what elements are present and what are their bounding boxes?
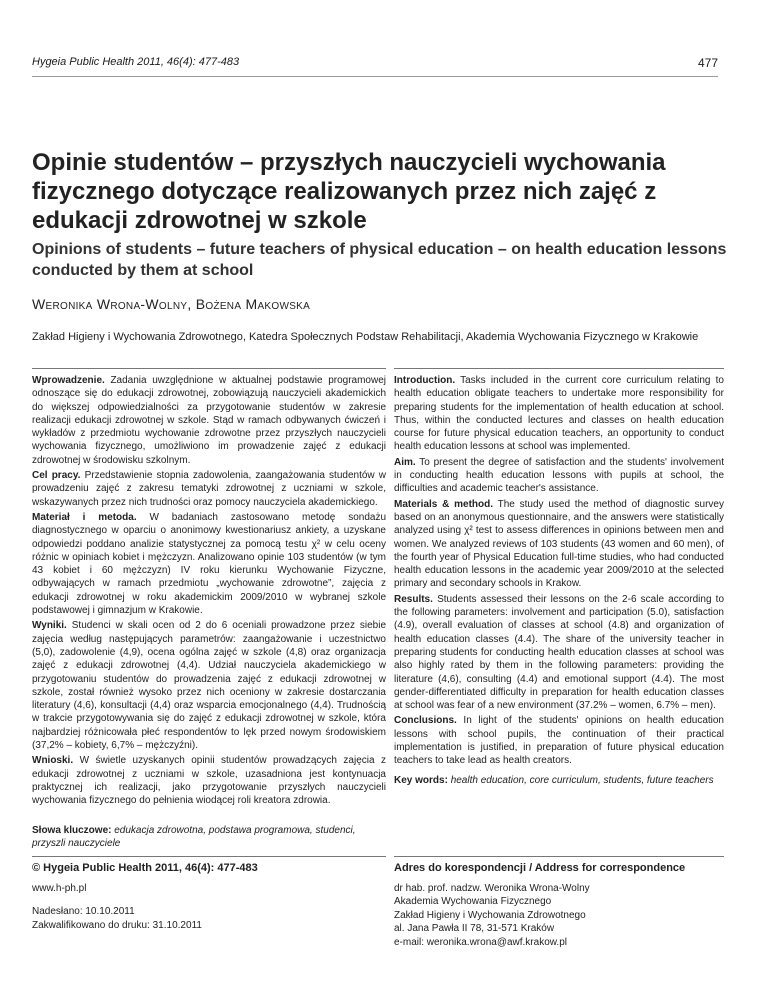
abstract-pl-methods: Materiał i metoda. W badaniach zastosowano metodę sondażu diagnostycznego w oparciu o anonimowy kwestionariusz ankiety, a uzyskane odpowiedzi poddano analizie statystycznej za pomocą testu χ² w celu oceny różnic w opiniach kobiet i mężczyzn. Analizowano opinie 103 studentów (w tym 43 kobiet i 60 mężczyzn) IV roku kierunku Wychowanie Fizyczne, odbywających w ramach przedmiotu „wychowanie zdrowotne”, zajęcia z edukacji zdrowotnej w roku akademickim 2009/2010 w wybranej szkole podstawowej i gimnazjum w Krakowie. [32,511,387,617]
abstract-en-intro: Introduction. Tasks included in the current core curriculum relating to health education obligate teachers to undertake more responsibility for preparing students for the implementation of health education at school. Thus, within the conducted lectures and classes on health education course for future physical education teachers, an opportunity to conduct health education lessons at school was implemented. [394,375,724,453]
footer-right-rule [394,856,724,857]
abstract-pl-intro: Wprowadzenie. Zadania uwzględnione w aktualnej podstawie programowej odnoszące się do edukacji zdrowotnej, zobowiązują nauczycieli akademickich do większej odpowiedzialności za przygotowanie studentów w zakresie realizacji edukacji zdrowotnej w szkole. Stąd w ramach odbywanych ćwiczeń i wykładów z przedmiotu wychowanie zdrowotne przez przyszłych nauczycieli wychowania fizycznego, umożliwiono im prowadzenie zajęć z edukacji zdrowotnej w środowisku szkolnym. [32,375,386,466]
correspondence-line: dr hab. prof. nadzw. Weronika Wrona-Wolny [394,882,590,894]
abstract-pl-conclusions: Wnioski. W świetle uzyskanych opinii studentów prowadzących zajęcia z edukacji zdrowotnej z uczniami w szkole, uzasadniona jest kontynuacja praktycznej ich realizacji, jako przygotowanie przyszłych nauczycieli wychowania fizycznego do pełnienia wiodącej roli kreatora zdrowia. [32,755,387,807]
footer-right [394,862,734,949]
abstract-pl-top-rule [32,368,386,369]
correspondence-email[interactable]: e-mail: weronika.wrona@awf.krakow.pl [394,936,567,948]
footer-left [32,862,382,932]
affiliation: Zakład Higieny i Wychowania Zdrowotnego, Katedra Społecznych Podstaw Rehabilitacji, Akademia Wychowania Fizycznego w Krakowie [32,331,699,343]
correspondence-title: Adres do korespondencji / Address for correspondence [394,862,686,874]
abstract-en-aim: Aim. To present the degree of satisfaction and the students' involvement in conducting health education lessons with pupils at school, the difficulties and academic teacher's assistance. [394,456,724,495]
article-title-en: Opinions of students – future teachers of physical education – on health education lessons conducted by them at school [32,241,727,279]
abstract-pl-results: Wyniki. Studenci w skali ocen od 2 do 6 oceniali prowadzone przez siebie zajęcia według następujących parametrów: zaangażowanie i uczestnictwo (5,0), zadowolenie (4,9), ocena ogólna zajęć w szkole (4,8) oraz organizacja zajęć z edukacji zdrowotnej (4,4). Udział nauczyciela akademickiego w przygotowaniu studentów do prowadzenia zajęć z edukacji zdrowotnej w szkole, został również wysoko przez nich oceniony w zakresie dostarczania literatury (4,6), konsultacji (4,4) oraz wsparcia emocjonalnego (4,4). Trudnością w trakcie przygotowywania się do zajęć z edukacji zdrowotnej w szkole, która najbardziej różnicowała płeć respondentów to lęk przed nowym środowiskiem (37,2% – kobiety, 6,7% – mężczyźni). [32,620,387,752]
abstract-en-methods: Materials & method. The study used the method of diagnostic survey based on an anonymous questionnaire, and the answers were statistically analyzed using χ² test to assess differences in opinions between men and women. We analyzed reviews of 103 students (43 women and 60 men), of the fourth year of Physical Education full-time studies, who had conducted health education lessons in the academic year 2009/2010 at the selected primary and secondary schools in Krakow. [394,498,724,590]
authors: Weronika Wrona-Wolny, Bożena Makowska [32,296,311,312]
keywords-pl: Słowa kluczowe: edukacja zdrowotna, podstawa programowa, studenci, przyszli nauczyciele [32,825,356,850]
abstract-pl [32,374,386,810]
accepted-date: Zakwalifikowano do druku: 31.10.2011 [32,919,202,931]
journal-header: Hygeia Public Health 2011, 46(4): 477-483 [32,56,240,68]
page-number: 477 [697,56,718,70]
abstract-pl-aim: Cel pracy. Przedstawienie stopnia zadowolenia, zaangażowania studentów w prowadzeniu zajęć z zakresu tematyki zdrowotnej z uczniami w szkole, wskazywanych przez nich trudności oraz pomocy nauczyciela akademickiego. [32,470,386,508]
keywords-en: Key words: health education, core curriculum, students, future teachers [394,774,714,786]
abstract-en-conclusions: Conclusions. In light of the students' opinions on health education lessons with school pupils, the continuation of their practical implementation is justified, in preparation of future physical education teachers to take lead as health creators. [394,715,724,767]
correspondence-line: Akademia Wychowania Fizycznego [394,896,552,907]
footer-left-rule [32,856,386,857]
correspondence-line: al. Jana Pawła II 78, 31-571 Kraków [394,923,555,934]
abstract-en-results: Results. Students assessed their lessons on the 2-6 scale according to the following parameters: involvement and participation (5.0), satisfaction (4.9), overall evaluation of classes at school (4.8) and organization of health education classes (4.4). The share of the university teacher in preparing students for conducting health education classes at school was also highly rated by them in the following parameters: providing the literature (4,6), consulting (4.4) and emotional support (4.4). The most gender-differentiated difficulty in preparation for health education classes at school was fear of a new environment (37.2% – women, 6.7% – men). [394,593,724,712]
abstract-en [394,374,724,789]
submitted-date: Nadesłano: 10.10.2011 [32,906,135,917]
article-title-pl: Opinie studentów – przyszłych nauczycieli wychowania fizycznego dotyczące realizowanych przez nich zajęć z edukacji zdrowotnej w szkole [32,149,666,234]
correspondence-line: Zakład Higieny i Wychowania Zdrowotnego [394,909,586,921]
website-link[interactable]: www.h-ph.pl [32,882,87,894]
abstract-en-top-rule [394,368,724,369]
copyright: © Hygeia Public Health 2011, 46(4): 477-483 [32,862,258,874]
header-rule [32,76,718,77]
